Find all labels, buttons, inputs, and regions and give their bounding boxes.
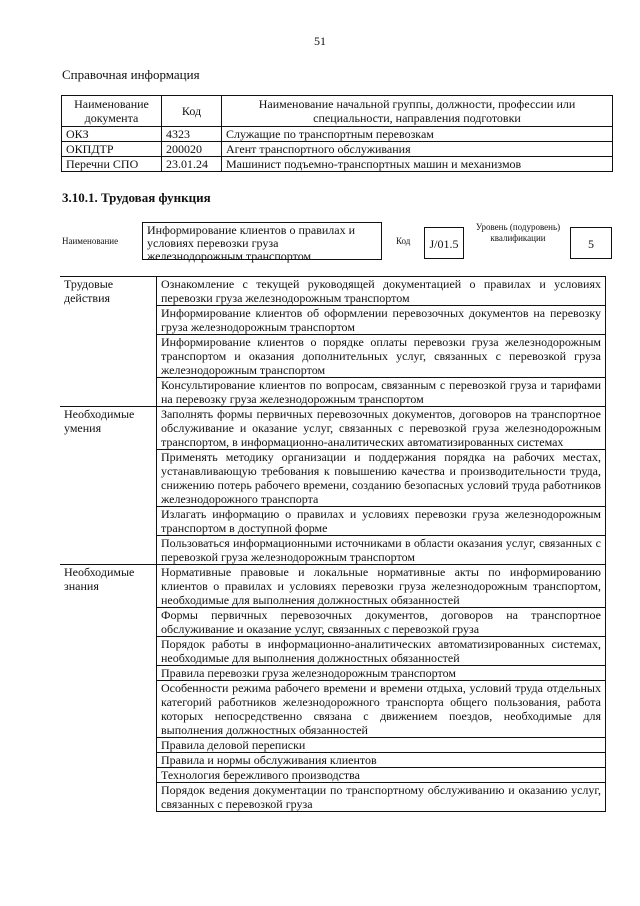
table-cell: Консультирование клиентов по вопросам, связанным с перевозкой груза и тарифами на перевозку груза железнодорожным транспортом (157, 378, 606, 407)
page-number: 51 (314, 34, 326, 48)
name-label: Наименование (62, 236, 119, 246)
table-row (60, 407, 606, 450)
table-cell: Заполнять формы первичных перевозочных документов, договоров на транспортное обслуживание и оказание услуг, связанных с перевозкой груза железнодорожным транспортом, в информационно-аналитических автоматизированных системах (157, 407, 606, 450)
table-cell: Информирование клиентов о порядке оплаты перевозки груза железнодорожным транспортом и оказания дополнительных услуг, связанных с перевозкой груза железнодорожным транспортом (157, 335, 606, 378)
table-cell: Правила перевозки груза железнодорожным транспортом (157, 666, 606, 681)
column-header: Наименование документа (62, 96, 162, 127)
category-label: Необходимые умения (60, 407, 157, 565)
table-cell: Ознакомление с текущей руководящей документацией о правилах и условиях перевозки груза железнодорожным транспортом (157, 277, 606, 306)
category-label: Необходимые знания (60, 565, 157, 812)
table-cell: Информирование клиентов об оформлении перевозочных документов на перевозку груза железнодорожным транспортом (157, 306, 606, 335)
table-cell: ОКПДТР (62, 142, 162, 157)
column-header: Наименование начальной группы, должности, профессии или специальности, направления подготовки (222, 96, 613, 127)
level-label: Уровень (подуровень) квалификации (475, 222, 561, 243)
function-name: Информирование клиентов о правилах и условиях перевозки груза железнодорожным транспортом (142, 222, 382, 260)
table-cell: Нормативные правовые и локальные нормативные акты по информированию клиентов о правилах и условиях перевозки груза железнодорожным транспортом, необходимые для выполнения должностных обязанностей (157, 565, 606, 608)
table-cell: Служащие по транспортным перевозкам (222, 127, 613, 142)
reference-heading: Справочная информация (62, 67, 200, 82)
table-cell: Порядок работы в информационно-аналитических автоматизированных системах, необходимые для выполнения должностных обязанностей (157, 637, 606, 666)
reference-table (61, 95, 613, 172)
table-row (62, 157, 613, 172)
table-cell: 4323 (162, 127, 222, 142)
table-cell: Агент транспортного обслуживания (222, 142, 613, 157)
table-row (60, 277, 606, 306)
table-cell: Порядок ведения документации по транспортному обслуживанию и оказанию услуг, связанных с перевозкой груза (157, 783, 606, 812)
column-header: Код (162, 96, 222, 127)
table-row (62, 127, 613, 142)
table-cell: 200020 (162, 142, 222, 157)
function-code: J/01.5 (424, 227, 464, 259)
function-header (62, 222, 612, 266)
table-cell: Технология бережливого производства (157, 768, 606, 783)
table-row (62, 142, 613, 157)
table-row (60, 565, 606, 608)
category-label: Трудовые действия (60, 277, 157, 407)
qualification-level: 5 (570, 227, 612, 259)
table-cell: 23.01.24 (162, 157, 222, 172)
table-cell: Пользоваться информационными источниками в области оказания услуг, связанных с перевозкой груза железнодорожным транспортом (157, 536, 606, 565)
table-cell: ОКЗ (62, 127, 162, 142)
table-cell: Излагать информацию о правилах и условиях перевозки груза железнодорожным транспортом в доступной форме (157, 507, 606, 536)
table-cell: Правила и нормы обслуживания клиентов (157, 753, 606, 768)
section-title: 3.10.1. Трудовая функция (62, 190, 211, 205)
table-cell: Правила деловой переписки (157, 738, 606, 753)
table-cell: Машинист подъемно-транспортных машин и механизмов (222, 157, 613, 172)
reference-table-header (62, 96, 613, 127)
table-cell: Применять методику организации и поддержания порядка на рабочих местах, устанавливающую требования к повышению качества и производительности труда, снижению потерь рабочего времени, созданию безопасных условий труда работников железнодорожного транспорта (157, 450, 606, 507)
code-label: Код (396, 236, 411, 246)
table-cell: Перечни СПО (62, 157, 162, 172)
table-cell: Формы первичных перевозочных документов, договоров на транспортное обслуживание и оказание услуг, связанных с перевозкой груза (157, 608, 606, 637)
table-cell: Особенности режима рабочего времени и времени отдыха, условий труда отдельных категорий работников железнодорожного транспорта общего пользования, работа которых непосредственно связана с движением поездов, необходимые для выполнения должностных обязанностей (157, 681, 606, 738)
function-table (60, 276, 606, 812)
